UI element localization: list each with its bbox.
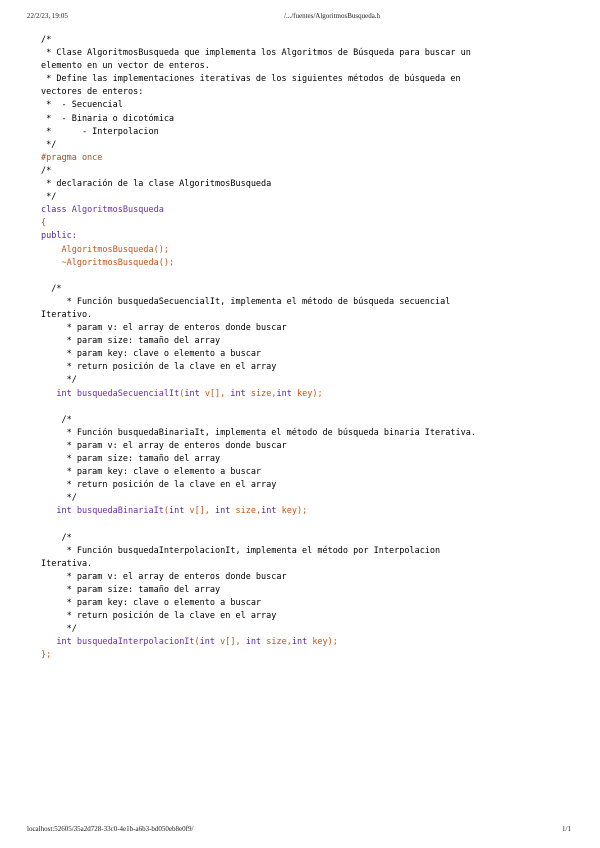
code-token: * declaración de la clase AlgoritmosBusqueda bbox=[41, 179, 272, 190]
code-token: * param key: clave o elemento a buscar bbox=[41, 467, 262, 478]
code-line bbox=[41, 99, 561, 112]
code-token: */ bbox=[41, 493, 77, 504]
code-token: * return posición de la clave en el array bbox=[41, 362, 277, 373]
code-token: key bbox=[312, 637, 328, 648]
code-token: int bbox=[291, 637, 313, 648]
code-token: busquedaSecuencialIt bbox=[76, 388, 180, 399]
code-token: * param size: tamaño del array bbox=[41, 454, 221, 464]
code-token: int bbox=[184, 388, 205, 399]
code-token: * - Binaria o dicotómica bbox=[41, 113, 175, 124]
code-line bbox=[41, 479, 561, 492]
code-token: size, bbox=[250, 388, 277, 399]
code-token: ); bbox=[312, 388, 323, 399]
code-line bbox=[41, 466, 561, 479]
code-token: int bbox=[56, 506, 77, 517]
code-line bbox=[41, 60, 561, 73]
code-line bbox=[41, 610, 561, 623]
code-token: */ bbox=[41, 139, 57, 150]
code-token: * param key: clave o elemento a buscar bbox=[41, 598, 262, 609]
code-line bbox=[41, 139, 561, 152]
code-token: * Función busquedaInterpolacionIt, implementa el método por Interpolacion bbox=[41, 545, 441, 556]
code-token: int bbox=[199, 637, 221, 648]
code-token: * return posición de la clave en el array bbox=[41, 480, 277, 491]
code-line bbox=[41, 401, 561, 414]
code-token: Iterativa. bbox=[41, 558, 93, 569]
code-token: * param size: tamaño del array bbox=[41, 336, 221, 347]
code-token: }; bbox=[41, 650, 52, 661]
code-line bbox=[41, 204, 561, 217]
code-token: * param size: tamaño del array bbox=[41, 584, 221, 595]
print-footer-url: localhost:52605/35a2d728-33c0-4e1b-a6b3-bd050eb8e0f9/ bbox=[27, 825, 194, 833]
code-token: key bbox=[281, 506, 297, 517]
code-line bbox=[41, 374, 561, 387]
code-token: size, bbox=[235, 506, 262, 517]
code-token: * return posición de la clave en el array bbox=[41, 611, 277, 622]
code-token: int bbox=[261, 506, 282, 517]
code-token: AlgoritmosBusqueda bbox=[61, 244, 154, 255]
code-token: /* bbox=[41, 165, 52, 176]
code-token: v[], bbox=[220, 637, 246, 648]
code-line bbox=[41, 113, 561, 126]
code-line bbox=[41, 244, 561, 257]
code-line bbox=[41, 571, 561, 584]
code-token: busquedaBinariaIt bbox=[76, 506, 164, 517]
code-line bbox=[41, 165, 561, 178]
code-token: AlgoritmosBusqueda bbox=[71, 205, 164, 216]
code-token: { bbox=[41, 218, 47, 229]
code-line bbox=[41, 427, 561, 440]
code-token: int bbox=[56, 637, 77, 648]
code-token: int bbox=[56, 388, 77, 399]
source-code-listing bbox=[41, 34, 561, 663]
code-line bbox=[41, 230, 561, 243]
code-token: int bbox=[215, 506, 236, 517]
code-token: * param v: el array de enteros donde buscar bbox=[41, 323, 287, 334]
code-token bbox=[41, 389, 56, 399]
code-token: ( bbox=[194, 637, 200, 648]
code-token: v[], bbox=[204, 388, 231, 399]
code-line bbox=[41, 518, 561, 531]
code-token: (); bbox=[153, 244, 169, 255]
code-line bbox=[41, 309, 561, 322]
code-token: ( bbox=[179, 388, 185, 399]
code-token: * - Secuencial bbox=[41, 100, 123, 111]
code-line bbox=[41, 649, 561, 662]
print-footer-page-number: 1/1 bbox=[562, 825, 571, 833]
code-token: ); bbox=[327, 637, 338, 648]
code-token: * Función busquedaBinariaIt, implementa el método de búsqueda binaria Iterativa. bbox=[41, 427, 476, 438]
code-token: busquedaInterpolacionIt bbox=[76, 637, 195, 648]
code-token bbox=[41, 245, 61, 255]
code-token: * param v: el array de enteros donde buscar bbox=[41, 440, 287, 451]
code-line bbox=[41, 178, 561, 191]
code-token: key bbox=[296, 388, 313, 399]
code-token: int bbox=[276, 388, 297, 399]
code-line bbox=[41, 440, 561, 453]
print-header-datetime: 22/2/23, 19:05 bbox=[27, 12, 68, 20]
code-line bbox=[41, 270, 561, 283]
code-line bbox=[41, 597, 561, 610]
code-token: v[], bbox=[189, 506, 216, 517]
code-line bbox=[41, 453, 561, 466]
code-token: */ bbox=[41, 624, 77, 635]
code-line bbox=[41, 283, 561, 296]
code-line bbox=[41, 388, 561, 401]
code-line bbox=[41, 623, 561, 636]
code-line bbox=[41, 296, 561, 309]
code-line bbox=[41, 505, 561, 518]
code-token: class bbox=[41, 205, 72, 216]
code-line bbox=[41, 558, 561, 571]
code-token: int bbox=[245, 637, 267, 648]
code-line bbox=[41, 152, 561, 165]
code-line bbox=[41, 545, 561, 558]
code-line bbox=[41, 414, 561, 427]
code-token bbox=[41, 637, 56, 647]
code-token: elemento en un vector de enteros. bbox=[41, 61, 210, 72]
code-token: #pragma once bbox=[41, 152, 103, 163]
code-line bbox=[41, 348, 561, 361]
code-token: */ bbox=[41, 375, 77, 386]
code-token: * param v: el array de enteros donde buscar bbox=[41, 571, 287, 582]
code-token: /* bbox=[41, 283, 62, 294]
code-line bbox=[41, 322, 561, 335]
code-token bbox=[41, 506, 56, 516]
code-token: int bbox=[230, 388, 251, 399]
code-line bbox=[41, 34, 561, 47]
code-line bbox=[41, 335, 561, 348]
code-token: /* bbox=[41, 35, 52, 45]
code-line bbox=[41, 126, 561, 139]
code-token: * Define las implementaciones iterativas de los siguientes métodos de búsqueda en bbox=[41, 74, 461, 85]
code-line bbox=[41, 257, 561, 270]
code-token: ~AlgoritmosBusqueda bbox=[61, 257, 159, 268]
code-line bbox=[41, 217, 561, 230]
code-line bbox=[41, 532, 561, 545]
code-line bbox=[41, 361, 561, 374]
code-line bbox=[41, 86, 561, 99]
code-token: /* bbox=[41, 414, 72, 425]
code-token: vectores de enteros: bbox=[41, 87, 144, 98]
code-token: * Función busquedaSecuencialIt, implementa el método de búsqueda secuencial bbox=[41, 296, 451, 307]
code-token: */ bbox=[41, 192, 57, 203]
code-token: int bbox=[168, 506, 190, 517]
code-line bbox=[41, 584, 561, 597]
code-line bbox=[41, 492, 561, 505]
code-line bbox=[41, 191, 561, 204]
code-token: Iterativo. bbox=[41, 309, 93, 320]
code-token: * param key: clave o elemento a buscar bbox=[41, 349, 262, 360]
code-token: public: bbox=[41, 231, 77, 242]
print-header-file-path: /.../fuentes/AlgoritmosBusqueda.h bbox=[284, 12, 381, 20]
code-line bbox=[41, 636, 561, 649]
code-token bbox=[41, 258, 61, 268]
code-token: * - Interpolacion bbox=[41, 126, 159, 137]
code-token: ( bbox=[163, 506, 169, 517]
code-token: (); bbox=[158, 257, 175, 268]
code-token: * Clase AlgoritmosBusqueda que implementa los Algoritmos de Búsqueda para buscar un bbox=[41, 48, 471, 59]
code-token: ); bbox=[296, 506, 308, 517]
code-token: size, bbox=[266, 637, 292, 648]
code-line bbox=[41, 73, 561, 86]
code-token: /* bbox=[41, 532, 72, 543]
code-line bbox=[41, 47, 561, 60]
